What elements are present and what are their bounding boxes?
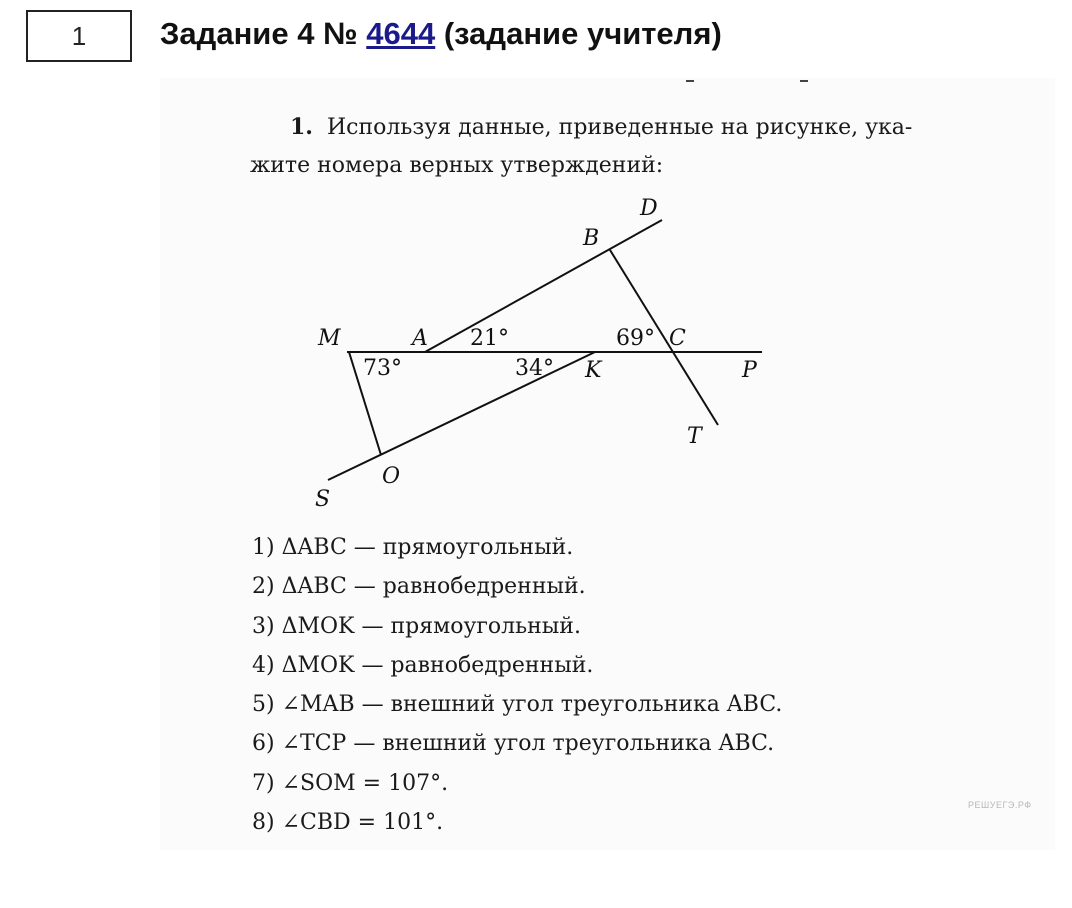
angle-label-34: 34° [515, 356, 554, 381]
option-number: 1) [252, 535, 275, 560]
point-label-m: M [318, 326, 341, 351]
option-number: 8) [252, 810, 275, 836]
task-number-box [26, 10, 132, 62]
task-id-link[interactable]: 4644 [366, 16, 436, 51]
option-item [252, 803, 782, 842]
point-label-d: D [640, 196, 658, 221]
point-label-t: T [687, 424, 702, 449]
scan-artifact [686, 80, 694, 82]
option-item [252, 724, 782, 763]
option-text: ΔMOK — равнобедренный. [281, 652, 594, 678]
point-label-a: A [412, 326, 428, 351]
point-label-o: O [382, 464, 401, 489]
point-label-b: B [583, 226, 600, 251]
task-index: 1 [71, 20, 87, 51]
angle-label-69: 69° [616, 326, 655, 351]
watermark: РЕШУЕГЭ.РФ [968, 800, 1032, 810]
problem-statement [250, 108, 1050, 185]
answer-options [252, 528, 782, 842]
option-text: ∠MAB — внешний угол треугольника ABC. [281, 692, 783, 718]
option-text: ∠TCP — внешний угол треугольника ABC. [281, 731, 775, 757]
geometry-figure [300, 185, 780, 525]
option-number: 2) [252, 574, 275, 600]
point-label-s: S [315, 487, 331, 512]
option-text: ∠CBD = 101°. [281, 810, 444, 836]
point-label-p: P [742, 358, 757, 383]
option-number: 3) [252, 613, 275, 639]
option-item [252, 567, 782, 606]
point-label-k: K [585, 358, 602, 383]
option-number: 7) [252, 770, 275, 796]
option-text: ΔABC — прямоугольный. [281, 535, 574, 560]
option-item [252, 607, 782, 646]
option-item [252, 646, 782, 685]
scan-artifact [800, 80, 808, 82]
option-item [252, 528, 782, 567]
option-text: ΔMOK — прямоугольный. [281, 613, 581, 639]
option-number: 5) [252, 692, 275, 718]
option-text: ΔABC — равнобедренный. [281, 574, 586, 600]
option-item [252, 685, 782, 724]
option-number: 4) [252, 652, 275, 678]
problem-number: 1. [290, 114, 313, 140]
problem-text-line-2: жите номера верных утверждений: [250, 153, 664, 178]
problem-text-line-1: Используя данные, приведенные на рисунке, ука- [326, 115, 913, 140]
task-title-prefix: Задание 4 № [160, 16, 367, 51]
task-title-suffix: (задание учителя) [435, 16, 722, 51]
angle-label-21: 21° [470, 326, 509, 351]
point-label-c: C [669, 326, 686, 351]
angle-label-73: 73° [363, 356, 402, 381]
option-number: 6) [252, 731, 275, 757]
option-text: ∠SOM = 107°. [281, 770, 449, 796]
task-title [160, 16, 722, 52]
option-item [252, 764, 782, 803]
